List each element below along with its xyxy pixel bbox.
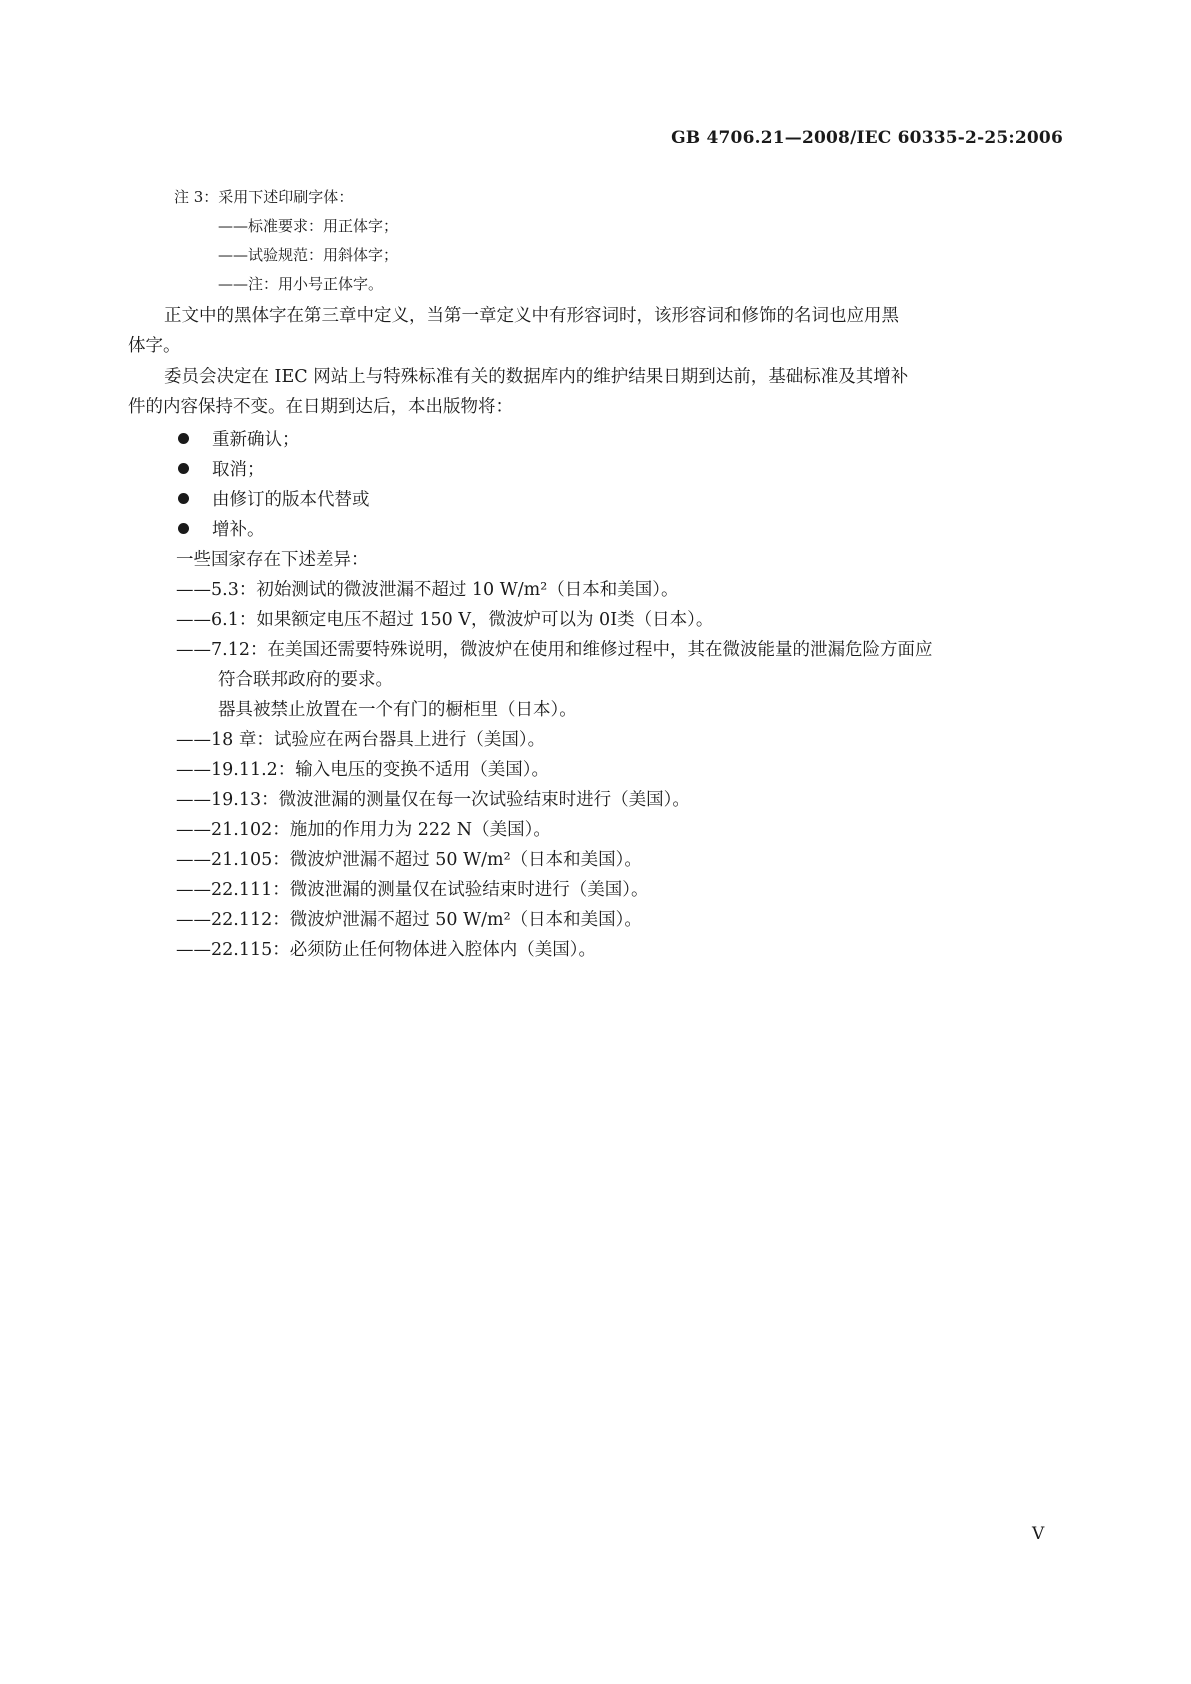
difference-item: ——22.112：微波炉泄漏不超过 50 W/m²（日本和美国）。: [176, 910, 642, 930]
bullet-dot-icon: [178, 433, 189, 444]
paragraph-bold-terms: [128, 301, 1068, 361]
paragraph-line: 件的内容保持不变。在日期到达后，本出版物将：: [128, 397, 513, 417]
difference-item-continued: 符合联邦政府的要求。: [218, 670, 393, 690]
difference-item: ——18 章：试验应在两台器具上进行（美国）。: [176, 730, 546, 750]
difference-item: ——22.115：必须防止任何物体进入腔体内（美国）。: [176, 940, 596, 960]
bullet-dot-icon: [178, 523, 189, 534]
standard-code-header: GB 4706.21—2008/IEC 60335-2-25:2006: [671, 128, 1063, 148]
differences-intro: 一些国家存在下述差异：: [176, 550, 369, 570]
note-item: ——注：用小号正体字。: [218, 275, 384, 293]
difference-item: ——5.3：初始测试的微波泄漏不超过 10 W/m²（日本和美国）。: [176, 580, 679, 600]
difference-item: ——19.11.2：输入电压的变换不适用（美国）。: [176, 760, 550, 780]
difference-item: ——19.13：微波泄漏的测量仅在每一次试验结束时进行（美国）。: [176, 790, 690, 810]
note-3-title: 注 3：采用下述印刷字体：: [174, 188, 354, 206]
paragraph-line: 体字。: [128, 336, 181, 356]
difference-item: ——21.102：施加的作用力为 222 N（美国）。: [176, 820, 551, 840]
bullet-dot-icon: [178, 493, 189, 504]
note-item: ——标准要求：用正体字；: [218, 217, 399, 235]
difference-item: ——21.105：微波炉泄漏不超过 50 W/m²（日本和美国）。: [176, 850, 642, 870]
paragraph-line: 委员会决定在 IEC 网站上与特殊标准有关的数据库内的维护结果日期到达前，基础标准及其增补: [164, 367, 909, 387]
difference-item: ——7.12：在美国还需要特殊说明，微波炉在使用和维修过程中，其在微波能量的泄漏危险方面应: [176, 640, 933, 660]
document-page: GB 4706.21—2008/IEC 60335-2-25:2006 注 3：采用下述印刷字体： ——标准要求：用正体字； ——试验规范：用斜体字； ——注：用小号正体字。 正文中的黑体字在第三章中定义，当第一章定义中有形容词时，该形容词和修饰的名词也应用黑 体字。 委员会决定在 IEC 网站上与特殊标准有关的数据库内的维护结果日期到达前，基础标准及其增补 件的内容保持不变。在日期到达后，本出版物将： 重新确认； 取消； 由修订的版本代替或 增补。 一些国家存在下述差异： ——5.3：初始测试的微波泄漏不超过 10 W/m²（日本和美国）。 ——6.1：如果额定电压不超过 150 V，微波炉可以为 0Ⅰ类（日本）。 ——7.12：在美国还需要特殊说明，微波炉在使用和维修过程中，其在微波能量的泄漏危险方面应 符合联邦政府的要求。 器具被禁止放置在一个有门的橱柜里（日本）。 ——18 章：试验应在两台器具上进行（美国）。 ——19.11.2：输入电压的变换不适用（美国）。 ——19.13：微波泄漏的测量仅在每一次试验结束时进行（美国）。 ——21.102：施加的作用力为 222 N（美国）。 ——21.105：微波炉泄漏不超过 50 W/m²（日本和美国）。 ——22.111：微波泄漏的测量仅在试验结束时进行（美国）。 ——22.112：微波炉泄漏不超过 50 W/m²（日本和美国）。 ——22.115：必须防止任何物体进入腔体内（美国）。 V: [0, 0, 1191, 1684]
difference-item: ——22.111：微波泄漏的测量仅在试验结束时进行（美国）。: [176, 880, 649, 900]
note-item: ——试验规范：用斜体字；: [218, 246, 399, 264]
bullet-dot-icon: [178, 463, 189, 474]
page-number: V: [1032, 1524, 1045, 1544]
paragraph-committee-decision: [128, 362, 1068, 422]
paragraph-line: 正文中的黑体字在第三章中定义，当第一章定义中有形容词时，该形容词和修饰的名词也应用黑: [164, 306, 899, 326]
difference-item: ——6.1：如果额定电压不超过 150 V，微波炉可以为 0Ⅰ类（日本）。: [176, 610, 714, 630]
difference-item-continued: 器具被禁止放置在一个有门的橱柜里（日本）。: [218, 700, 577, 720]
